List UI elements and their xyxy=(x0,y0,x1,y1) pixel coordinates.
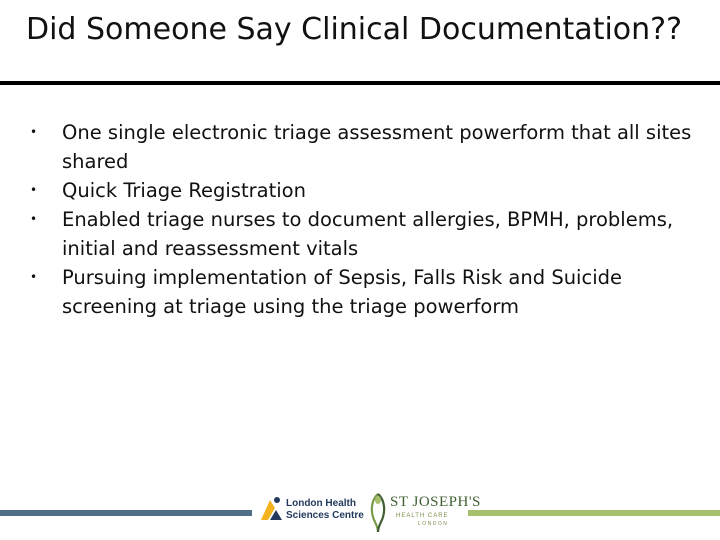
title-divider xyxy=(0,81,720,85)
bullet-text: Quick Triage Registration xyxy=(62,179,306,202)
bullet-item xyxy=(30,205,700,263)
bullet-text: Pursuing implementation of Sepsis, Falls Risk and Suicide screening at triage using the triage powerform xyxy=(62,266,622,318)
bullet-item xyxy=(30,176,700,205)
st-josephs-logo xyxy=(366,488,481,536)
lhsc-logo-text xyxy=(286,498,364,522)
slide-title: Did Someone Say Clinical Documentation?? xyxy=(26,12,683,47)
bullet-marker: • xyxy=(30,270,38,284)
bullet-list xyxy=(30,118,700,321)
bullet-text: One single electronic triage assessment powerform that all sites shared xyxy=(62,121,692,173)
st-josephs-name: ST JOSEPH'S xyxy=(390,494,481,510)
lhsc-line1: London Health xyxy=(286,498,356,509)
lhsc-logo xyxy=(258,494,364,530)
bullet-text: Enabled triage nurses to document allergies, BPMH, problems, initial and reassessment vitals xyxy=(62,208,674,260)
footer-bar-left xyxy=(0,510,252,516)
lhsc-line2: Sciences Centre xyxy=(286,510,364,521)
footer-bar-right xyxy=(468,510,720,516)
st-josephs-city: LONDON xyxy=(418,521,449,527)
bullet-item xyxy=(30,263,700,321)
bullet-marker: • xyxy=(30,125,38,139)
bullet-item xyxy=(30,118,700,176)
bullet-marker: • xyxy=(30,212,38,226)
bullet-marker: • xyxy=(30,183,38,197)
st-josephs-subtitle: HEALTH CARE xyxy=(396,513,449,519)
lhsc-logo-icon xyxy=(258,494,284,524)
st-josephs-logo-icon xyxy=(366,490,390,534)
